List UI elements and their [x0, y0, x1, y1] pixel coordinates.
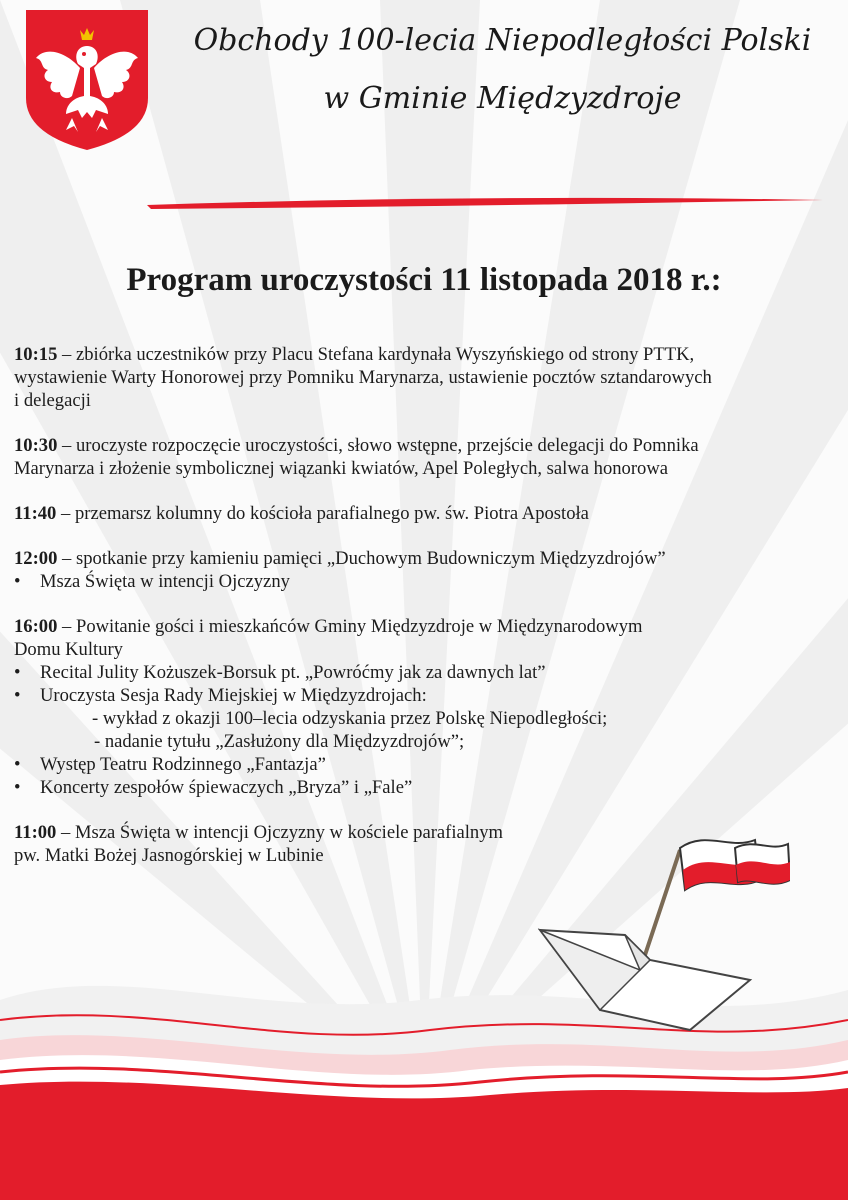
item-time: 16:00 — [14, 616, 58, 637]
item-text: pw. Matki Bożej Jasnogórskiej w Lubinie — [14, 845, 324, 866]
sub-item: - nadanie tytułu „Zasłużony dla Międzyzdrojów”; — [94, 731, 465, 752]
program-item — [14, 615, 834, 799]
item-time: 10:15 — [14, 344, 58, 365]
item-text: Domu Kultury — [14, 639, 123, 660]
item-text: – uroczyste rozpoczęcie uroczystości, słowo wstępne, przejście delegacji do Pomnika — [57, 435, 699, 456]
program-item — [14, 434, 834, 480]
item-text: – spotkanie przy kamieniu pamięci „Duchowym Budowniczym Międzyzdrojów” — [57, 548, 666, 569]
bullet-item: • Msza Święta w intencji Ojczyzny — [14, 570, 834, 593]
item-text: i delegacji — [14, 390, 91, 411]
item-time: 10:30 — [14, 435, 58, 456]
item-text: Marynarza i złożenie symbolicznej wiązanki kwiatów, Apel Poległych, salwa honorowa — [14, 458, 669, 479]
item-text: – Msza Święta w intencji Ojczyzny w kościele parafialnym — [56, 822, 503, 843]
item-time: 11:40 — [14, 503, 57, 524]
event-title — [170, 18, 835, 122]
item-time: 11:00 — [14, 822, 57, 843]
program-item — [14, 343, 834, 412]
item-text: – Powitanie gości i mieszkańców Gminy Międzyzdroje w Międzynarodowym — [57, 616, 643, 637]
program-heading: Program uroczystości 11 listopada 2018 r.: — [126, 262, 722, 298]
program-list — [14, 343, 834, 889]
polish-eagle-emblem — [22, 6, 152, 154]
event-title-line-2: w Gminie Międzyzdroje — [323, 81, 682, 116]
item-text: – zbiórka uczestników przy Placu Stefana kardynała Wyszyńskiego od strony PTTK, — [57, 344, 695, 365]
bullet-item: • Koncerty zespołów śpiewaczych „Bryza” i „Fale” — [14, 776, 834, 799]
bullet-item: • Występ Teatru Rodzinnego „Fantazja” — [14, 753, 834, 776]
program-item — [14, 502, 834, 525]
item-text: – przemarsz kolumny do kościoła parafialnego pw. św. Piotra Apostoła — [56, 503, 589, 524]
event-title-line-1: Obchody 100-lecia Niepodległości Polski — [193, 23, 812, 58]
bullet-item: • Uroczysta Sesja Rady Miejskiej w Międzyzdrojach: — [14, 684, 834, 707]
program-item — [14, 547, 834, 593]
sub-item: - wykład z okazji 100–lecia odzyskania przez Polskę Niepodległości; — [92, 708, 608, 729]
item-time: 12:00 — [14, 548, 58, 569]
red-accent-stroke — [145, 196, 825, 212]
paper-boat-with-flag — [520, 810, 790, 1040]
bullet-item: • Recital Julity Kożuszek-Borsuk pt. „Powróćmy jak za dawnych lat” — [14, 661, 834, 684]
item-text: wystawienie Warty Honorowej przy Pomniku Marynarza, ustawienie pocztów sztandarowych — [14, 367, 712, 388]
